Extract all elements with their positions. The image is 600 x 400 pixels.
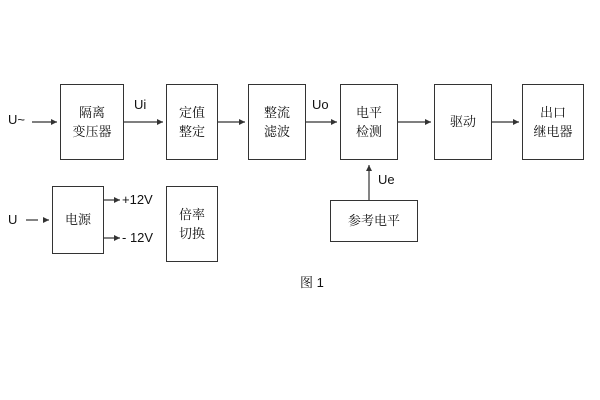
figure-caption: 图 1	[300, 275, 324, 290]
block-line: 电源	[64, 212, 91, 228]
block-line: 隔离	[78, 104, 105, 120]
block-level-detection	[340, 84, 398, 160]
block-line: 整流	[263, 104, 290, 120]
label-input-ac: U~	[8, 112, 25, 127]
block-driver	[434, 84, 492, 160]
block-line: 整定	[178, 124, 205, 139]
block-line: 参考电平	[347, 213, 400, 229]
block-setting-value	[166, 84, 218, 160]
label-supply-minus-12v: - 12V	[122, 230, 154, 245]
block-line: 电平	[355, 104, 382, 120]
block-line: 倍率	[178, 206, 205, 222]
block-line: 滤波	[263, 124, 290, 139]
block-isolation-transformer	[60, 84, 124, 160]
block-power-supply	[52, 186, 104, 254]
block-line: 切换	[178, 226, 205, 241]
block-line: 驱动	[449, 114, 476, 130]
block-output-relay	[522, 84, 584, 160]
block-line: 变压器	[72, 124, 112, 139]
block-line: 定值	[178, 104, 205, 120]
block-rectifier-filter	[248, 84, 306, 160]
label-signal-ui: Ui	[134, 97, 147, 112]
label-supply-plus-12v: +12V	[122, 192, 153, 207]
block-line: 出口	[539, 104, 566, 120]
label-signal-uo: Uo	[312, 97, 329, 112]
label-input-dc: U	[8, 212, 18, 227]
block-line: 检测	[355, 124, 382, 139]
block-line: 继电器	[533, 124, 573, 139]
block-multiplier-switch	[166, 186, 218, 262]
block-reference-level	[330, 200, 418, 242]
label-signal-ue: Ue	[378, 172, 395, 187]
